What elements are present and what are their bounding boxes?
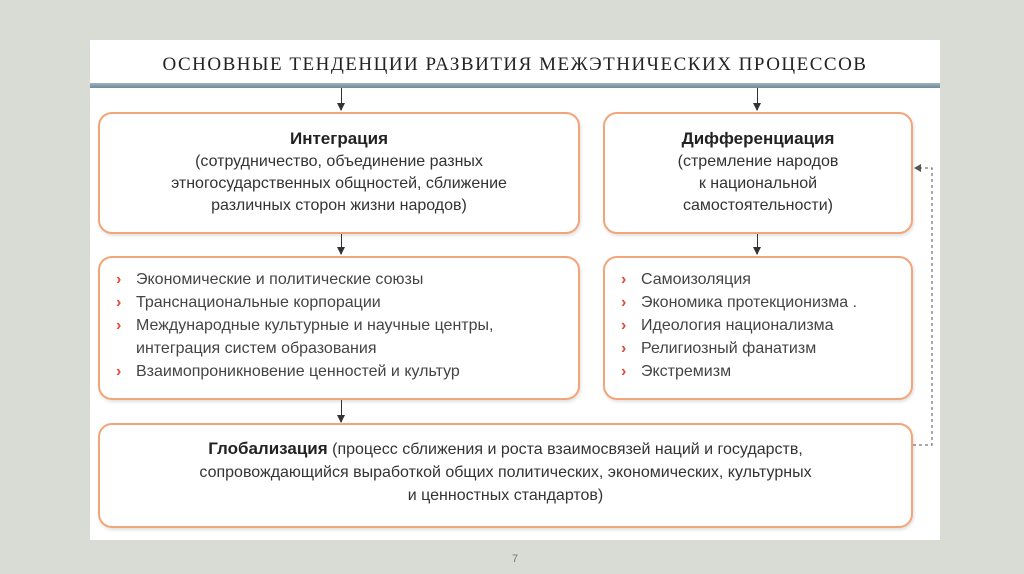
globalization-heading: Глобализация (208, 439, 328, 458)
integration-list-box (98, 256, 580, 400)
globalization-desc: сопровождающийся выработкой общих политических, экономических, культурных (199, 464, 812, 481)
bullet-chevron-icon: › (116, 317, 122, 334)
differentiation-list (605, 258, 911, 383)
bullet-chevron-icon: › (621, 271, 627, 288)
globalization-box (98, 423, 913, 528)
feedback-dashed-arrow (910, 160, 940, 450)
slide-card (90, 40, 940, 540)
list-item: › Международные культурные и научные центры, (116, 314, 578, 337)
bullet-chevron-icon: › (621, 294, 627, 311)
integration-heading: Интеграция (289, 129, 388, 148)
list-item: › Религиозный фанатизм (621, 337, 911, 360)
arrow-to-globalization (341, 400, 342, 422)
integration-desc: различных сторон жизни народов) (211, 197, 467, 214)
globalization-desc: и ценностных стандартов) (407, 487, 604, 504)
page-number: 7 (512, 553, 519, 565)
list-item: › Идеология национализма (621, 314, 911, 337)
differentiation-desc: (стремление народов (677, 153, 839, 170)
integration-box (98, 112, 580, 234)
integration-desc: (сотрудничество, объединение разных (195, 153, 483, 170)
title-underline (90, 83, 940, 88)
list-item: › Транснациональные корпорации (116, 291, 578, 314)
list-item: › Экономические и политические союзы (116, 268, 578, 291)
differentiation-desc: самостоятельности) (682, 197, 834, 214)
list-item: › Экономика протекционизма . (621, 291, 911, 314)
integration-desc: этногосударственных общностей, сближение (171, 175, 507, 192)
arrow-integration-to-list (341, 234, 342, 254)
integration-list (100, 258, 578, 383)
bullet-chevron-icon: › (621, 317, 627, 334)
bullet-chevron-icon: › (116, 271, 122, 288)
arrow-differentiation-to-list (757, 234, 758, 254)
arrow-to-differentiation (757, 88, 758, 110)
diagram-title: ОСНОВНЫЕ ТЕНДЕНЦИИ РАЗВИТИЯ МЕЖЭТНИЧЕСКИХ ПРОЦЕССОВ (162, 54, 868, 75)
globalization-desc: (процесс сближения и роста взаимосвязей наций и государств, (327, 441, 803, 458)
differentiation-list-box (603, 256, 913, 400)
differentiation-box (603, 112, 913, 234)
bullet-chevron-icon: › (621, 363, 627, 380)
differentiation-desc: к национальной (698, 175, 818, 192)
bullet-chevron-icon: › (116, 363, 122, 380)
bullet-chevron-icon: › (621, 340, 627, 357)
differentiation-heading: Дифференциация (681, 129, 835, 148)
arrow-to-integration (341, 88, 342, 110)
list-item-continuation: интеграция систем образования (136, 340, 377, 357)
bullet-chevron-icon: › (116, 294, 122, 311)
list-item: › Самоизоляция (621, 268, 911, 291)
list-item: › Экстремизм (621, 360, 911, 383)
list-item: › Взаимопроникновение ценностей и культур (116, 360, 578, 383)
